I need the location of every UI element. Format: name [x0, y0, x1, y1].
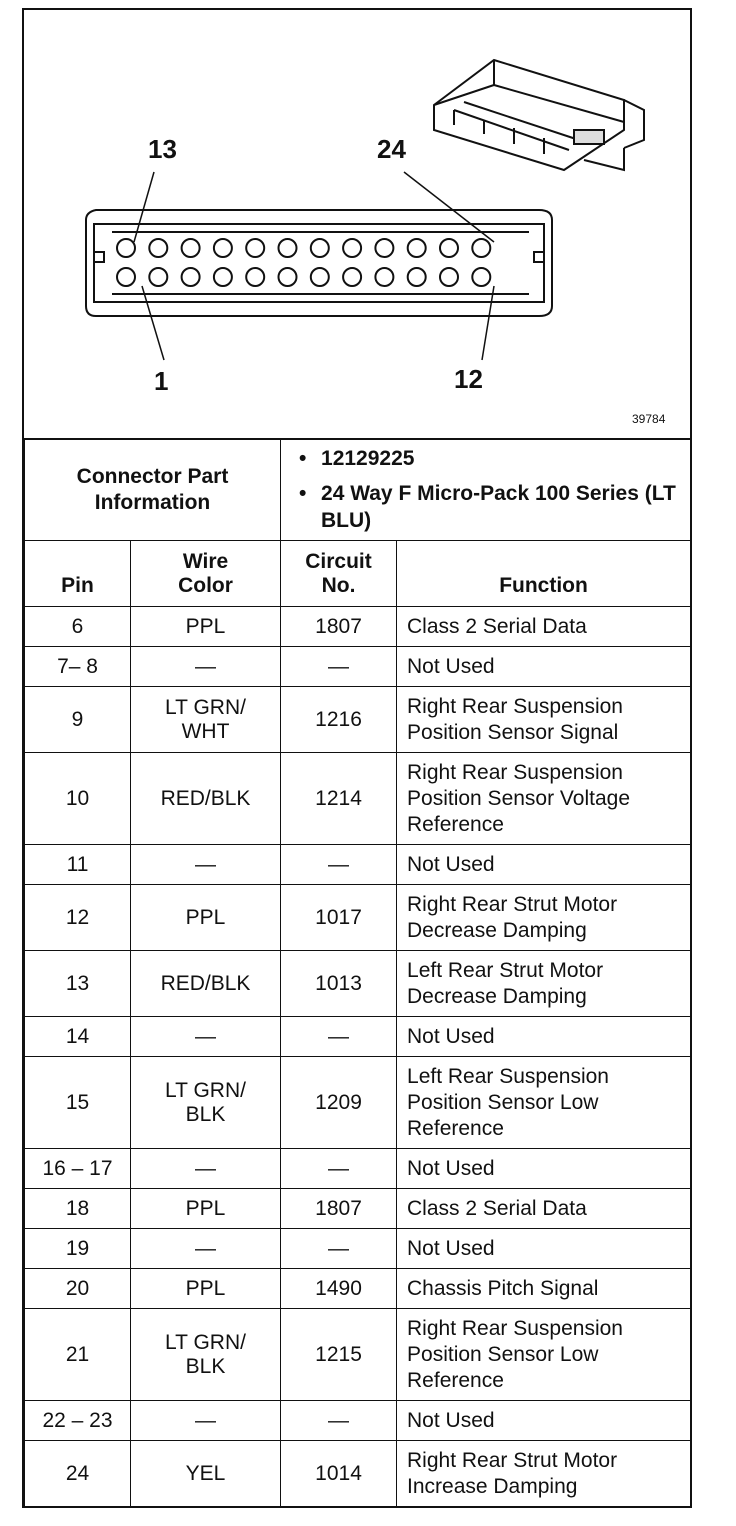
pinout-table	[24, 438, 691, 1507]
function-cell-text: Right Rear Suspension Position Sensor Low Reference	[407, 1316, 623, 1392]
circuit-cell-text: —	[328, 1408, 350, 1432]
pin-cell	[25, 885, 131, 951]
wire-color-cell-text: PPL	[185, 614, 226, 638]
wire-color-header: Wire Color	[131, 541, 281, 607]
pin-cell	[25, 845, 131, 885]
pin-24-label: 24	[377, 134, 406, 164]
circuit-cell	[281, 753, 397, 845]
pin-cell	[25, 1017, 131, 1057]
function-cell	[397, 951, 691, 1017]
pin-cavity	[408, 268, 426, 286]
pin-cavity	[279, 268, 297, 286]
wire-color-cell	[131, 647, 281, 687]
table-row	[25, 1057, 691, 1149]
circuit-cell-text: 1209	[315, 1090, 362, 1114]
circuit-cell	[281, 1269, 397, 1309]
wire-color-cell-text: YEL	[185, 1461, 226, 1485]
pin-cell	[25, 951, 131, 1017]
pin-cell-text: 10	[65, 786, 90, 810]
pin-cavity	[375, 268, 393, 286]
function-cell	[397, 753, 691, 845]
connector-description: 24 Way F Micro-Pack 100 Series (LT BLU)	[321, 482, 676, 532]
pin-cavity	[375, 239, 393, 257]
circuit-cell	[281, 1149, 397, 1189]
table-row	[25, 1229, 691, 1269]
wire-color-cell-text: —	[195, 1024, 216, 1048]
pin-cavity	[214, 268, 232, 286]
circuit-cell	[281, 885, 397, 951]
wire-color-cell	[131, 753, 281, 845]
pin-leader-lines	[134, 172, 494, 360]
circuit-cell-text: 1014	[315, 1461, 362, 1485]
circuit-cell	[281, 1309, 397, 1401]
circuit-cell-text: 1017	[315, 905, 362, 929]
pin-cell-text: 18	[65, 1196, 90, 1220]
function-cell	[397, 885, 691, 951]
wire-color-cell	[131, 1057, 281, 1149]
circuit-cell	[281, 845, 397, 885]
wire-color-cell-text: —	[195, 1156, 216, 1180]
pin-cell	[25, 1401, 131, 1441]
function-cell-text: Left Rear Suspension Position Sensor Low Reference	[407, 1064, 609, 1140]
wire-color-cell	[131, 1269, 281, 1309]
pin-cavity	[311, 268, 329, 286]
wire-color-cell	[131, 951, 281, 1017]
pin-cell-text: 7– 8	[57, 654, 98, 678]
wire-color-cell	[131, 607, 281, 647]
pin-cell	[25, 607, 131, 647]
figure-number: 39784	[632, 412, 666, 426]
pin-cell	[25, 687, 131, 753]
function-cell-text: Right Rear Suspension Position Sensor Signal	[407, 694, 623, 744]
function-cell-text: Not Used	[407, 1236, 495, 1260]
pin-cell-text: 11	[66, 852, 89, 876]
pin-cell-text: 14	[65, 1024, 90, 1048]
table-row	[25, 885, 691, 951]
wire-color-cell	[131, 1229, 281, 1269]
function-cell	[397, 647, 691, 687]
circuit-cell	[281, 687, 397, 753]
circuit-cell-text: —	[328, 1236, 350, 1260]
wire-color-cell-text: —	[195, 852, 216, 876]
connector-info-list	[281, 439, 691, 541]
pin-cell-text: 22 – 23	[42, 1408, 113, 1432]
pin-cell-text: 16 – 17	[42, 1156, 113, 1180]
pin-cell	[25, 1441, 131, 1507]
circuit-cell	[281, 1401, 397, 1441]
pin-cell	[25, 1269, 131, 1309]
pin-cavity	[117, 239, 135, 257]
pin-cavity	[214, 239, 232, 257]
wire-color-cell	[131, 1309, 281, 1401]
wire-color-cell-text: PPL	[185, 1276, 226, 1300]
function-cell	[397, 1441, 691, 1507]
connector-info-label: Connector Part Information	[25, 439, 281, 541]
function-cell	[397, 845, 691, 885]
pin-cell-text: 15	[65, 1090, 90, 1114]
pin-cavity	[149, 239, 167, 257]
circuit-cell-text: 1490	[315, 1276, 362, 1300]
function-cell-text: Left Rear Strut Motor Decrease Damping	[407, 958, 604, 1008]
table-row	[25, 1309, 691, 1401]
pin-cavity	[149, 268, 167, 286]
pin-cell	[25, 1057, 131, 1149]
circuit-cell-text: 1013	[315, 971, 362, 995]
pin-cavity	[246, 268, 264, 286]
function-cell-text: Right Rear Suspension Position Sensor Voltage Reference	[407, 760, 630, 836]
pin-cavity	[182, 268, 200, 286]
function-cell-text: Not Used	[407, 1408, 495, 1432]
connector-sheet	[22, 8, 692, 1508]
function-cell-text: Right Rear Strut Motor Decrease Damping	[407, 892, 618, 942]
pin-cavity	[279, 239, 297, 257]
connector-diagram	[24, 10, 690, 440]
circuit-cell	[281, 1189, 397, 1229]
function-cell	[397, 1017, 691, 1057]
wire-color-cell	[131, 1189, 281, 1229]
table-row	[25, 1269, 691, 1309]
pin-cavity	[408, 239, 426, 257]
circuit-cell-text: —	[328, 1156, 350, 1180]
table-row	[25, 1401, 691, 1441]
wire-color-cell-text: RED/BLK	[160, 971, 251, 995]
table-row	[25, 1149, 691, 1189]
pin-cell	[25, 1229, 131, 1269]
function-header: Function	[397, 541, 691, 607]
wire-color-cell-text: LT GRN/ BLK	[165, 1330, 246, 1378]
pin-cavity	[440, 268, 458, 286]
connector-face	[86, 210, 552, 316]
wire-color-cell	[131, 1401, 281, 1441]
table-row	[25, 687, 691, 753]
pin-cavity	[311, 239, 329, 257]
function-cell	[397, 1309, 691, 1401]
circuit-cell	[281, 1017, 397, 1057]
function-cell	[397, 1229, 691, 1269]
pin-cell	[25, 753, 131, 845]
function-cell	[397, 687, 691, 753]
pin-cell-text: 21	[65, 1342, 90, 1366]
connector-face-drawing	[24, 10, 690, 438]
circuit-cell-text: —	[328, 852, 350, 876]
circuit-cell-text: —	[328, 1024, 350, 1048]
wire-color-cell-text: LT GRN/ WHT	[165, 695, 246, 743]
pin-cell	[25, 1309, 131, 1401]
circuit-no-header: Circuit No.	[281, 541, 397, 607]
pin-cavity	[246, 239, 264, 257]
pin-cell	[25, 647, 131, 687]
pin-header: Pin	[25, 541, 131, 607]
circuit-cell-text: 1807	[315, 614, 362, 638]
table-row	[25, 753, 691, 845]
wire-color-cell	[131, 1017, 281, 1057]
wire-color-cell-text: RED/BLK	[160, 786, 251, 810]
wire-color-cell	[131, 845, 281, 885]
function-cell-text: Chassis Pitch Signal	[407, 1276, 599, 1300]
function-cell	[397, 1057, 691, 1149]
pin-12-label: 12	[454, 364, 483, 394]
wire-color-cell	[131, 687, 281, 753]
circuit-cell-text: 1215	[315, 1342, 362, 1366]
connector-info-item: • 24 Way F Micro-Pack 100 Series (LT BLU)	[299, 482, 676, 532]
function-cell	[397, 607, 691, 647]
part-number: 12129225	[321, 447, 415, 470]
pinout-rows	[25, 607, 691, 1507]
table-row	[25, 1189, 691, 1229]
pin-cavity	[343, 268, 361, 286]
circuit-cell	[281, 647, 397, 687]
pin-cavity	[343, 239, 361, 257]
wire-color-cell	[131, 1149, 281, 1189]
pin-cell-text: 6	[71, 614, 84, 638]
function-cell-text: Not Used	[407, 852, 495, 876]
circuit-cell-text: —	[328, 654, 350, 678]
connector-pin-cavities	[117, 239, 490, 286]
function-cell	[397, 1269, 691, 1309]
function-cell-text: Not Used	[407, 654, 495, 678]
table-row	[25, 845, 691, 885]
circuit-cell	[281, 1229, 397, 1269]
wire-color-cell-text: —	[195, 1408, 216, 1432]
pin-cell-text: 9	[71, 707, 84, 731]
function-cell-text: Class 2 Serial Data	[407, 1196, 587, 1220]
table-row	[25, 1441, 691, 1507]
function-cell	[397, 1149, 691, 1189]
wire-color-cell-text: LT GRN/ BLK	[165, 1078, 246, 1126]
pin-cell	[25, 1149, 131, 1189]
wire-color-cell-text: PPL	[185, 905, 226, 929]
table-row	[25, 1017, 691, 1057]
function-cell-text: Not Used	[407, 1156, 495, 1180]
connector-info-item: • 12129225	[299, 447, 415, 470]
table-row	[25, 951, 691, 1017]
circuit-cell	[281, 607, 397, 647]
pin-cell	[25, 1189, 131, 1229]
wire-color-cell	[131, 885, 281, 951]
circuit-cell	[281, 1057, 397, 1149]
pin-cavity	[440, 239, 458, 257]
pin-cell-text: 13	[65, 971, 90, 995]
function-cell-text: Class 2 Serial Data	[407, 614, 587, 638]
pin-cell-text: 19	[65, 1236, 90, 1260]
circuit-cell-text: 1807	[315, 1196, 362, 1220]
pin-cell-text: 12	[65, 905, 90, 929]
circuit-cell	[281, 951, 397, 1017]
pin-cavity	[182, 239, 200, 257]
wire-color-cell-text: PPL	[185, 1196, 226, 1220]
connector-info-row	[25, 439, 691, 541]
pin-cavity	[472, 239, 490, 257]
wire-color-cell-text: —	[195, 1236, 216, 1260]
header-row	[25, 541, 691, 607]
table-row	[25, 607, 691, 647]
circuit-cell	[281, 1441, 397, 1507]
wire-color-cell	[131, 1441, 281, 1507]
function-cell	[397, 1401, 691, 1441]
connector-isometric-illustration	[434, 60, 644, 170]
pin-1-label: 1	[154, 366, 169, 396]
circuit-cell-text: 1214	[315, 786, 362, 810]
pin-cavity	[472, 268, 490, 286]
wire-color-cell-text: —	[195, 654, 216, 678]
pin-13-label: 13	[148, 134, 177, 164]
circuit-cell-text: 1216	[315, 707, 362, 731]
function-cell-text: Right Rear Strut Motor Increase Damping	[407, 1448, 618, 1498]
table-row	[25, 647, 691, 687]
pin-cell-text: 20	[65, 1276, 90, 1300]
pin-cavity	[117, 268, 135, 286]
function-cell-text: Not Used	[407, 1024, 495, 1048]
pin-cell-text: 24	[65, 1461, 90, 1485]
function-cell	[397, 1189, 691, 1229]
